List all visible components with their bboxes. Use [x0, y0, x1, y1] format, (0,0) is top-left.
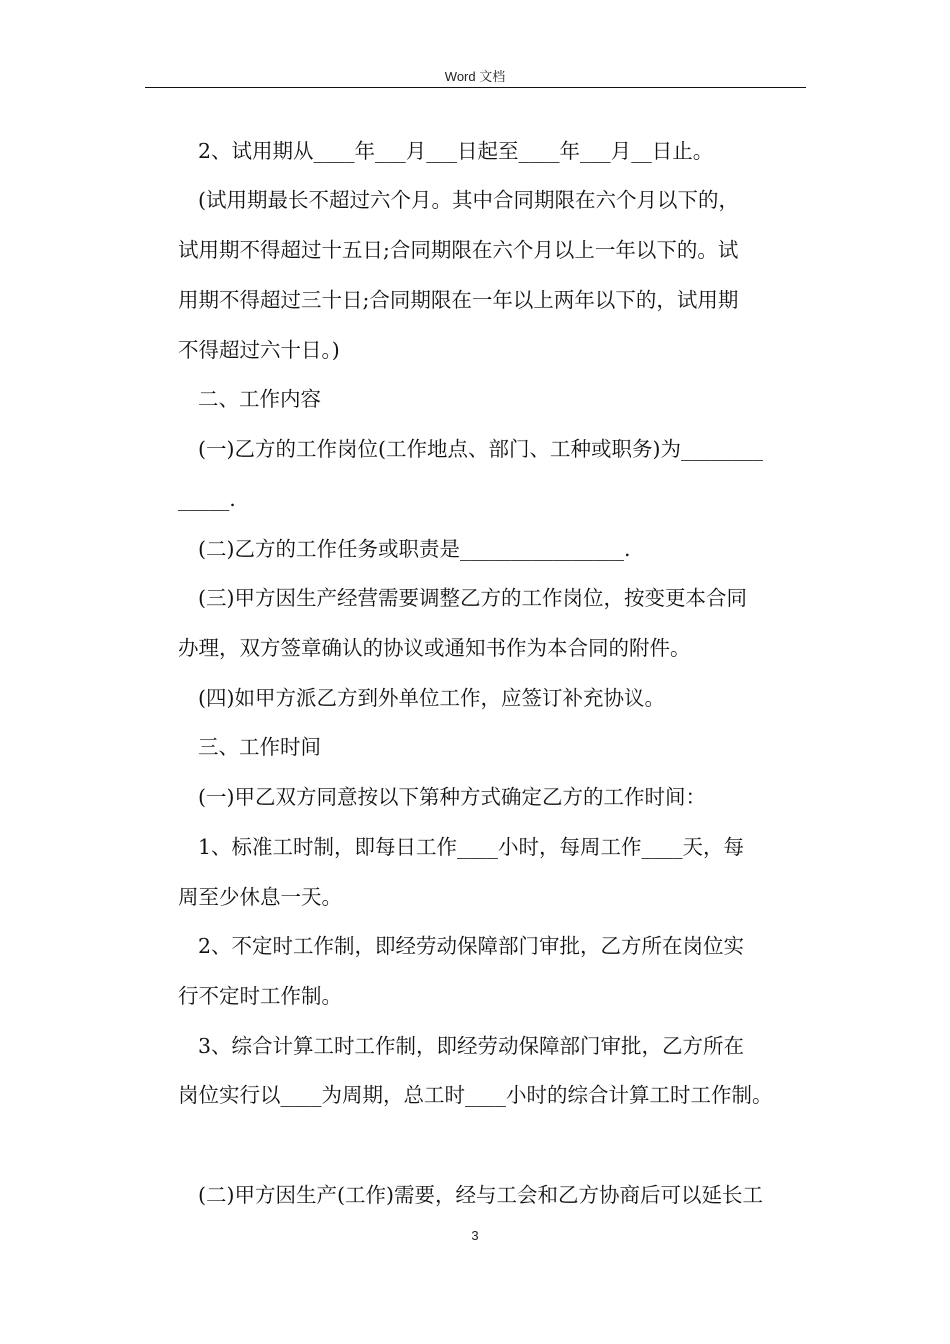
body-line: 2、试用期从____年___月___日起至____年___月__日止。	[198, 139, 714, 163]
body-line: 办理，双方签章确认的协议或通知书作为本合同的附件。	[178, 636, 691, 660]
body-line: 1、标准工时制，即每日工作____小时，每周工作____天，每	[198, 835, 745, 859]
body-line: (二)乙方的工作任务或职责是________________.	[198, 537, 631, 561]
body-line: (四)如甲方派乙方到外单位工作，应签订补充协议。	[198, 686, 665, 710]
body-line: 岗位实行以____为周期，总工时____小时的综合计算工时工作制。	[178, 1083, 773, 1107]
body-line: 用期不得超过三十日;合同期限在一年以上两年以下的，试用期	[178, 288, 739, 312]
body-line: (试用期最长不超过六个月。其中合同期限在六个月以下的，	[198, 188, 739, 212]
body-line: 行不定时工作制。	[178, 984, 342, 1008]
page-number: 3	[471, 1228, 479, 1243]
body-line: 周至少休息一天。	[178, 885, 342, 909]
section-heading: 二、工作内容	[198, 387, 321, 411]
body-line: (二)甲方因生产(工作)需要，经与工会和乙方协商后可以延长工	[198, 1183, 763, 1207]
body-line: 不得超过六十日。)	[178, 338, 340, 362]
body-line: (三)甲方因生产经营需要调整乙方的工作岗位，按变更本合同	[198, 586, 747, 610]
document-header-title: Word 文档	[444, 69, 506, 84]
body-line: 2、不定时工作制，即经劳动保障部门审批，乙方所在岗位实	[198, 934, 745, 958]
body-line: (一)乙方的工作岗位(工作地点、部门、工种或职务)为________	[198, 437, 763, 461]
header-divider	[145, 87, 806, 88]
body-line: 试用期不得超过十五日;合同期限在六个月以上一年以下的。试	[178, 238, 739, 262]
body-line: 3、综合计算工时工作制，即经劳动保障部门审批，乙方所在	[198, 1034, 745, 1058]
body-line: (一)甲乙双方同意按以下第种方式确定乙方的工作时间：	[198, 785, 706, 809]
section-heading: 三、工作时间	[198, 735, 321, 759]
body-line: _____.	[178, 487, 236, 511]
